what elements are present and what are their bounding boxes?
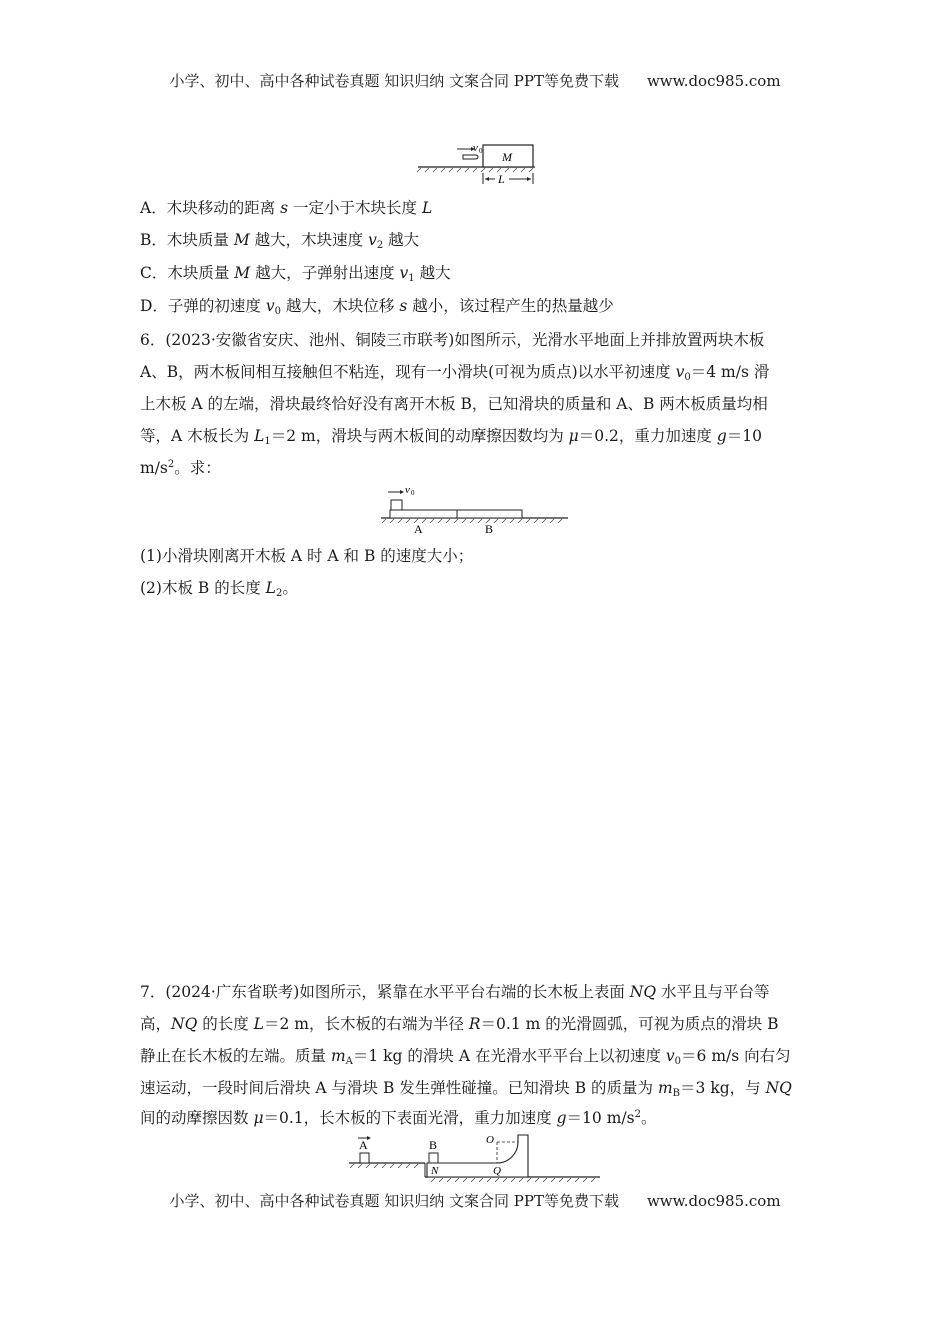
fig1-v: v [473,142,478,154]
fig3-label-a: A [359,1138,368,1152]
fig2-label-a: A [414,522,423,536]
q6-line-3: 上木板 A 的左端，滑块最终恰好没有离开木板 B，已知滑块的质量和 A、B 两木板质量均相 [140,395,768,413]
page-header [0,70,950,91]
fig3-label-b: B [429,1138,438,1152]
q7-line-3: 静止在长木板的左端。质量 $m_A=1$ kg 的滑块 A 在光滑水平平台上以初速度 $v_0=6$ m/s 向右匀 [140,1047,791,1067]
header-site[interactable]: www.doc985.com [646,72,781,90]
q5-option-a: A．木块移动的距离 s 一定小于木块长度 L [140,199,433,217]
length-dimension [483,173,533,184]
figure-two-boards [378,480,573,535]
q7-line-2: 高，NQ 的长度 L＝2 m，长木板的右端为半径 R＝0.1 m 的光滑圆弧，可视为质点的滑块 B [140,1015,779,1033]
q6-line-1: 6．(2023·安徽省安庆、池州、铜陵三市联考)如图所示，光滑水平地面上并排放置两块木板 [140,331,765,349]
fig3-label-n: N [431,1165,439,1177]
page-footer [0,1190,950,1211]
figure-bullet-block [415,140,545,190]
q5-option-d: D．子弹的初速度 $v_0$ 越大，木块位移 s 越小，该过程产生的热量越少 [140,297,614,317]
header-text: 小学、初中、高中各种试卷真题 知识归纳 文案合同 PPT等免费下载 [169,72,619,90]
footer-text: 小学、初中、高中各种试卷真题 知识归纳 文案合同 PPT等免费下载 [169,1192,619,1210]
block-label: M [502,150,512,164]
board-a [390,510,457,518]
fig1-v-sub: 0 [479,147,483,155]
q7-line-5: 间的动摩擦因数 μ＝0.1，长木板的下表面光滑，重力加速度 g＝10 $m/s^2$。 [140,1109,657,1127]
q7-line-1: 7．(2024·广东省联考)如图所示，紧靠在水平平台右端的长木板上表面 NQ 水平且与平台等 [140,983,770,1001]
q7-line-4: 速运动，一段时间后滑块 A 与滑块 B 发生弹性碰撞。已知滑块 B 的质量为 $m_B=3$ kg，与 NQ [140,1079,792,1099]
fig2-label-b: B [485,522,494,536]
bullet-icon [463,155,478,159]
q5-option-b: B．木块质量 M 越大，木块速度 $v_2$ 越大 [140,231,420,251]
q6-line-5: $m/s^2$。求： [140,459,221,477]
q6-line-4: 等，A 木板长为 $L_1=2$ m，滑块与两木板间的动摩擦因数均为 μ＝0.2，重力加速度 g＝10 [140,427,762,447]
q6-line-2: A、B，两木板间相互接触但不粘连，现有一小滑块(可视为质点)以水平初速度 $v_0=4$ m/s 滑 [140,363,770,383]
figure-platform-arc [345,1132,605,1180]
q6-sub-1: (1)小滑块刚离开木板 A 时 A 和 B 的速度大小； [140,547,474,565]
slider-block [391,500,402,510]
q5-option-c: C．木块质量 M 越大，子弹射出速度 $v_1$ 越大 [140,264,451,284]
board-b [457,510,522,518]
fig3-label-q: Q [493,1165,501,1177]
q6-sub-2: (2)木板 B 的长度 $L_2$。 [140,579,298,599]
fig1-length: L [498,172,505,186]
fig2-v: v [405,484,410,496]
block-b [429,1153,438,1163]
footer-site[interactable]: www.doc985.com [646,1192,781,1210]
block-a [360,1153,369,1163]
fig3-label-o: O [486,1134,494,1146]
fig2-v-sub: 0 [411,489,415,497]
long-board [427,1135,528,1177]
